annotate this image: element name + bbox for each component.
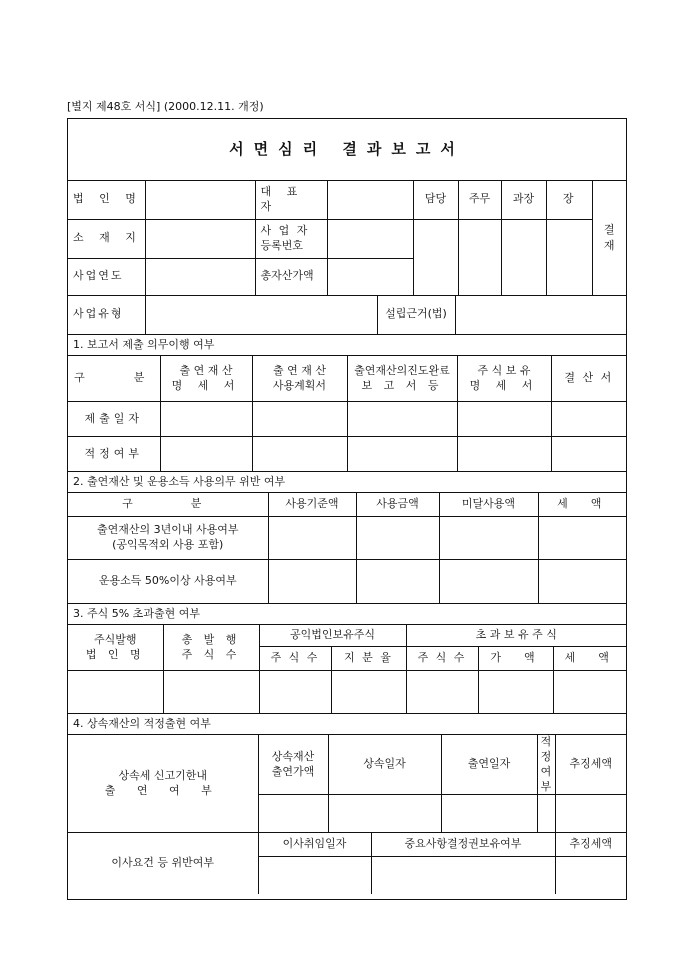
total-assets-field[interactable]: [327, 258, 413, 295]
s4-cell[interactable]: [328, 795, 441, 833]
section4-title: 4. 상속재산의 적정출현 여부: [68, 714, 626, 735]
s1-cell[interactable]: [551, 402, 626, 437]
s3-cell[interactable]: [68, 671, 163, 714]
s3-cell[interactable]: [553, 671, 626, 714]
s3-cell[interactable]: [259, 671, 331, 714]
approval-sign-4[interactable]: [546, 219, 592, 295]
s1-header-usage-plan: 출 연 재 산 사용계획서: [252, 356, 347, 402]
s4-row-director-label: 이사요건 등 위반여부: [68, 833, 258, 894]
section2-title: 2. 출연재산 및 운용소득 사용의무 위반 여부: [68, 472, 626, 493]
s4-header-inheritance-date: 상속일자: [328, 735, 441, 795]
s4-header-adequacy: 적정 여부: [537, 735, 555, 795]
s1-cell[interactable]: [457, 402, 551, 437]
s1-row-adequacy: 적정여부: [68, 437, 160, 472]
s2-header-used: 사용금액: [356, 493, 439, 517]
s4-cell[interactable]: [258, 857, 371, 894]
s2-cell[interactable]: [538, 517, 626, 560]
s4-row-inheritance-label: 상속세 신고기한내 출 연 여 부: [68, 735, 258, 833]
section3-title: 3. 주식 5% 초과출현 여부: [68, 604, 626, 625]
biz-reg-label: 사 업 자 등록번호: [255, 219, 327, 258]
biz-type-table: [68, 296, 626, 336]
approval-position-3: 과장: [501, 181, 546, 219]
s1-header-contribution-statement: 출 연 재 산 명 세 서: [160, 356, 252, 402]
biz-reg-field[interactable]: [327, 219, 413, 258]
s1-row-submit-date: 제출일자: [68, 402, 160, 437]
s3-sub-value: 가 액: [478, 647, 553, 671]
s1-header-progress-report: 출연재산의진도완료 보 고 서 등: [347, 356, 457, 402]
s1-cell[interactable]: [551, 437, 626, 472]
section2-table: [68, 472, 626, 604]
s3-sub-ratio: 지 분 율: [331, 647, 406, 671]
s3-sub-shares-2: 주 식 수: [406, 647, 478, 671]
representative-label: 대 표 자: [255, 181, 327, 219]
s4-header-appointment-date: 이사취임일자: [258, 833, 371, 857]
report-form: [67, 118, 627, 900]
title-table: [68, 119, 626, 181]
s2-cell[interactable]: [439, 560, 538, 604]
s4-header-additional-tax: 추징세액: [555, 735, 626, 795]
s2-row-income-usage: 운용소득 50%이상 사용여부: [68, 560, 268, 604]
s1-cell[interactable]: [160, 437, 252, 472]
fiscal-year-field[interactable]: [145, 258, 255, 295]
s1-cell[interactable]: [160, 402, 252, 437]
s1-cell[interactable]: [347, 402, 457, 437]
s1-header-category: 구 분: [68, 356, 160, 402]
s3-cell[interactable]: [406, 671, 478, 714]
section1-title: 1. 보고서 제출 의무이행 여부: [68, 335, 626, 356]
s1-cell[interactable]: [252, 402, 347, 437]
s1-cell[interactable]: [347, 437, 457, 472]
representative-field[interactable]: [327, 181, 413, 219]
approval-position-4: 장: [546, 181, 592, 219]
s4-cell[interactable]: [537, 795, 555, 833]
s1-header-settlement: 결 산 서: [551, 356, 626, 402]
s1-header-stock-statement: 주 식 보 유 명 세 서: [457, 356, 551, 402]
page-title: 서면심리 결과보고서: [68, 119, 626, 181]
corp-name-label: 법 인 명: [68, 181, 145, 219]
s2-cell[interactable]: [356, 517, 439, 560]
s2-cell[interactable]: [356, 560, 439, 604]
s4-cell[interactable]: [441, 795, 537, 833]
approval-sign-2[interactable]: [458, 219, 501, 295]
approval-label: 결재: [592, 181, 626, 295]
s2-header-shortfall: 미달사용액: [439, 493, 538, 517]
form-number: [별지 제48호 서식] (2000.12.11. 개정): [67, 100, 264, 113]
s4-header-contribution-date: 출연일자: [441, 735, 537, 795]
s4-cell[interactable]: [555, 857, 626, 894]
info-table: [68, 181, 626, 296]
legal-basis-label: 설립근거(법): [377, 296, 455, 335]
s3-header-excess-shares: 초 과 보 유 주 식: [406, 625, 626, 647]
s3-header-issuer: 주식발행 법 인 명: [68, 625, 163, 671]
s3-header-total-shares: 총 발 행 주 식 수: [163, 625, 259, 671]
location-field[interactable]: [145, 219, 255, 258]
s4-cell[interactable]: [555, 795, 626, 833]
approval-sign-3[interactable]: [501, 219, 546, 295]
s2-cell[interactable]: [439, 517, 538, 560]
s4-header-decision-authority: 중요사항결정권보유여부: [371, 833, 555, 857]
approval-position-2: 주무: [458, 181, 501, 219]
s2-header-category: 구 분: [68, 493, 268, 517]
section1-table: [68, 335, 626, 472]
corp-name-field[interactable]: [145, 181, 255, 219]
s4-cell[interactable]: [258, 795, 328, 833]
s3-sub-tax: 세 액: [553, 647, 626, 671]
section3-table: [68, 604, 626, 714]
biz-type-field[interactable]: [145, 296, 377, 335]
s1-cell[interactable]: [252, 437, 347, 472]
s4-header-additional-tax-2: 추징세액: [555, 833, 626, 857]
s3-sub-shares-1: 주 식 수: [259, 647, 331, 671]
s4-header-contribution-value: 상속재산 출연가액: [258, 735, 328, 795]
approval-sign-1[interactable]: [413, 219, 458, 295]
legal-basis-field[interactable]: [455, 296, 626, 335]
s2-cell[interactable]: [268, 517, 356, 560]
s3-cell[interactable]: [331, 671, 406, 714]
s1-cell[interactable]: [457, 437, 551, 472]
s2-row-3year-usage: 출연재산의 3년이내 사용여부 (공익목적외 사용 포함): [68, 517, 268, 560]
s3-cell[interactable]: [478, 671, 553, 714]
section4-table: [68, 714, 626, 894]
s3-header-public-shares: 공익법인보유주식: [259, 625, 406, 647]
location-label: 소 재 지: [68, 219, 145, 258]
total-assets-label: 총자산가액: [255, 258, 327, 295]
approval-position-1: 담당: [413, 181, 458, 219]
s3-cell[interactable]: [163, 671, 259, 714]
s2-header-standard: 사용기준액: [268, 493, 356, 517]
s2-cell[interactable]: [538, 560, 626, 604]
biz-type-label: 사업유형: [68, 296, 145, 335]
s2-cell[interactable]: [268, 560, 356, 604]
s4-cell[interactable]: [371, 857, 555, 894]
s2-header-tax: 세 액: [538, 493, 626, 517]
fiscal-year-label: 사업연도: [68, 258, 145, 295]
